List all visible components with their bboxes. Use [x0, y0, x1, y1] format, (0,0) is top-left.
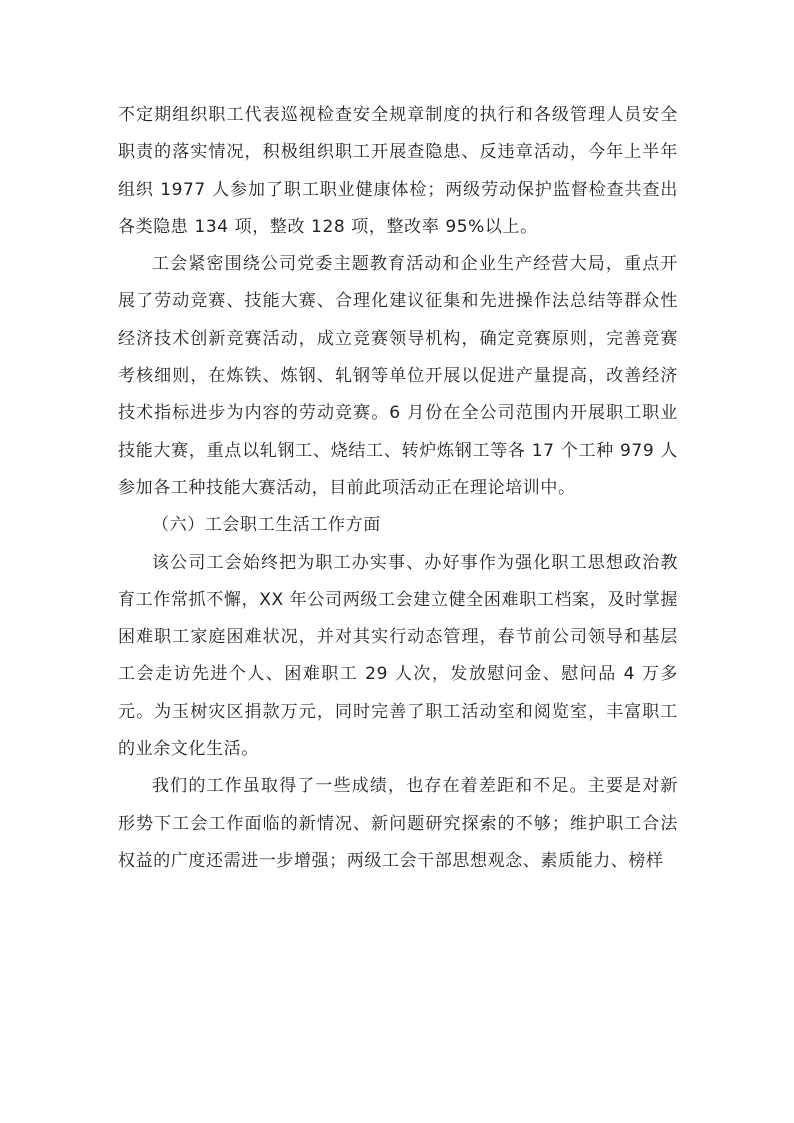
paragraph-safety-inspection: 不定期组织职工代表巡视检查安全规章制度的执行和各级管理人员安全职责的落实情况，积极组织职工开展查隐患、反违章活动，今年上半年组织 1977 人参加了职工职业健康体检；两级劳动保护监督检查共查出各类隐患 134 项，整改 128 项，整改率 95%以上。 [118, 105, 678, 237]
paragraph-worker-support: 该公司工会始终把为职工办实事、办好事作为强化职工思想政治教育工作常抓不懈，XX 年公司两级工会建立健全困难职工档案，及时掌握困难职工家庭困难状况，并对其实行动态管理，春节前公司领导和基层工会走访先进个人、困难职工 29 人次，发放慰问金、慰问品 4 万多元。为玉树灾区捐款万元，同时完善了职工活动室和阅览室，丰富职工的业余文化生活。 [118, 552, 678, 760]
paragraph-labor-competition: 工会紧密围绕公司党委主题教育活动和企业生产经营大局，重点开展了劳动竞赛、技能大赛、合理化建议征集和先进操作法总结等群众性经济技术创新竞赛活动，成立竞赛领导机构，确定竞赛原则，完善竞赛考核细则，在炼铁、炼钢、轧钢等单位开展以促进产量提高，改善经济技术指标进步为内容的劳动竞赛。6 月份在全公司范围内开展职工职业技能大赛，重点以轧钢工、烧结工、转炉炼钢工等各 17 个工种 979 人参加各工种技能大赛活动，目前此项活动正在理论培训中。 [118, 254, 678, 498]
document-body [118, 97, 678, 880]
paragraph-shortcomings: 我们的工作虽取得了一些成绩，也存在着差距和不足。主要是对新形势下工会工作面临的新情况、新问题研究探索的不够；维护职工合法权益的广度还需进一步增强；两级工会干部思想观念、素质能力、榜样 [118, 776, 678, 871]
section-heading-worker-life: （六）工会职工生活工作方面 [152, 515, 381, 536]
